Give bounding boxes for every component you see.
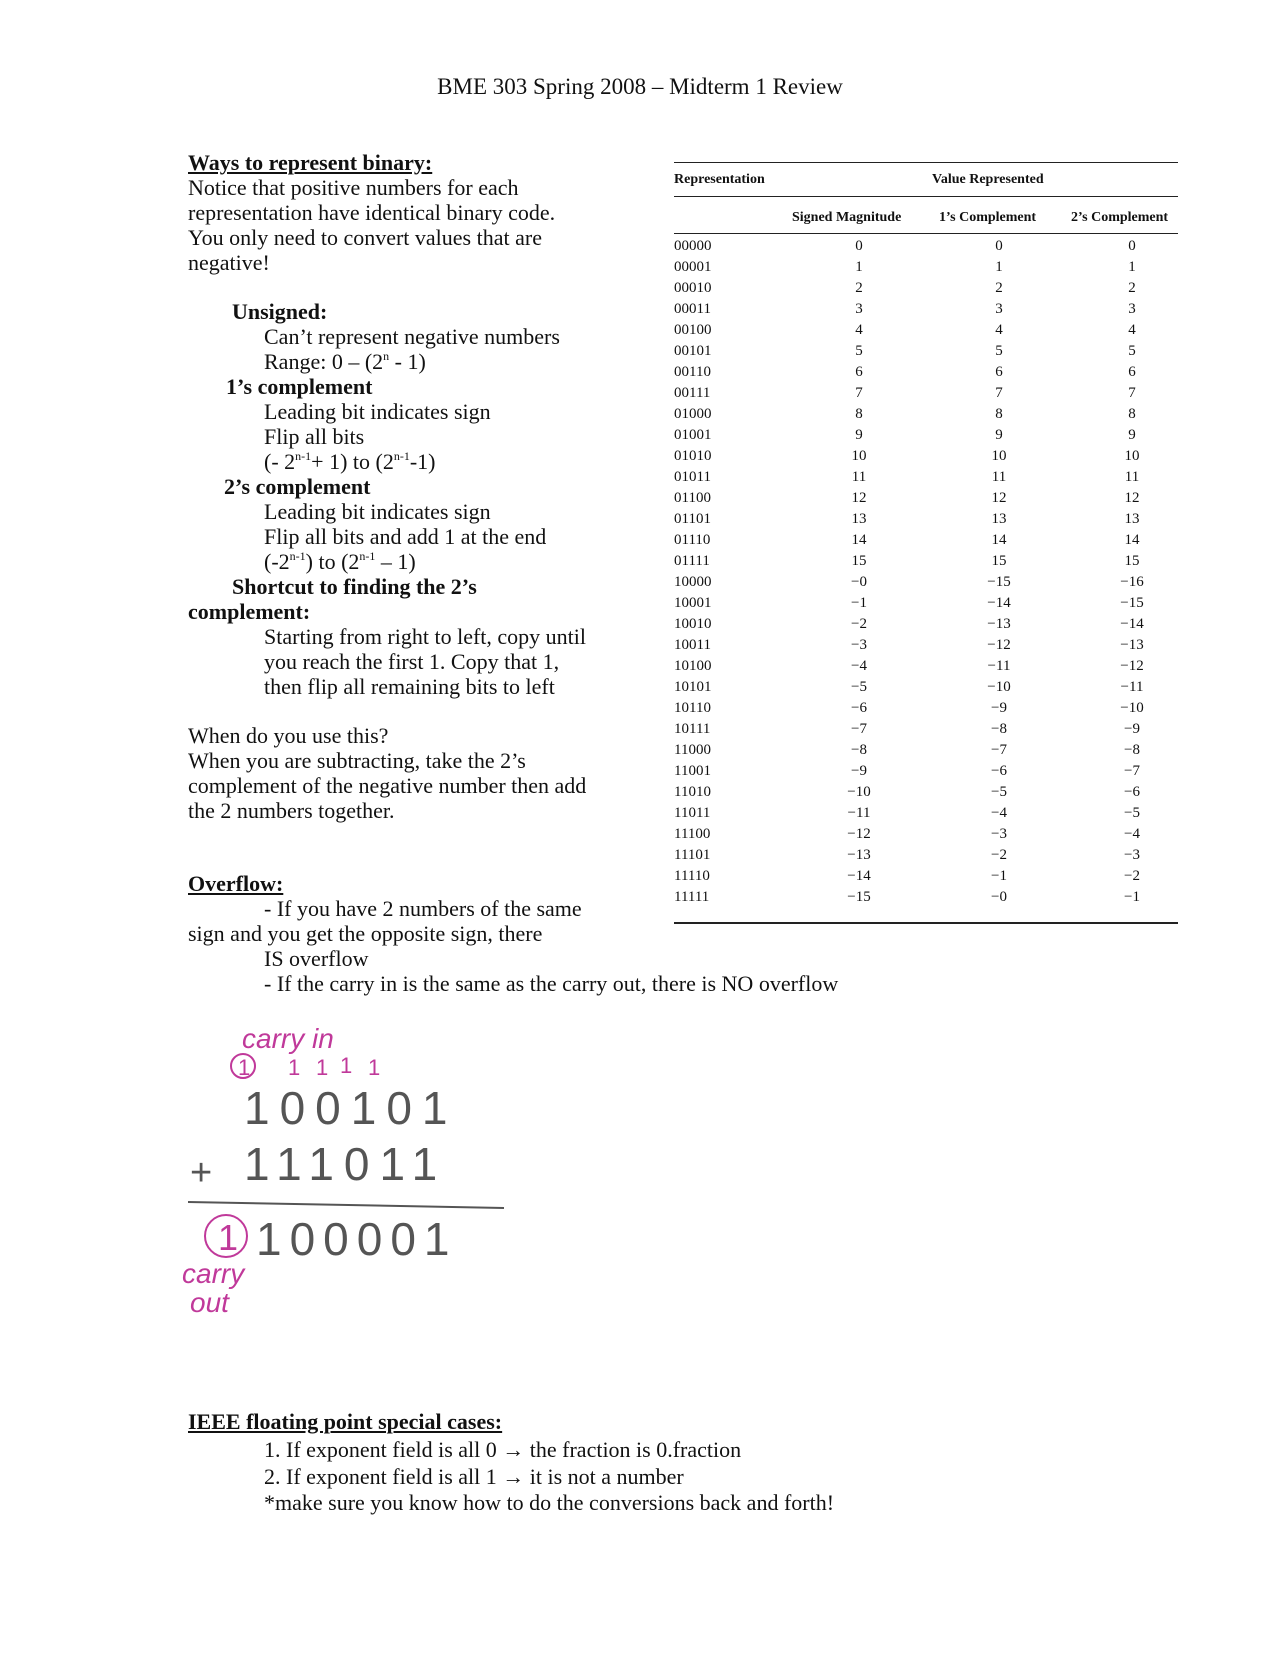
overflow-line: - If the carry in is the same as the carry out, there is NO overflow — [264, 971, 839, 996]
cell-ones-complement: 12 — [991, 490, 1007, 506]
shortcut-heading: Shortcut to finding the 2’s — [232, 574, 477, 599]
cell-binary: 10100 — [674, 658, 712, 674]
sum-line — [188, 1202, 504, 1208]
overflow-heading: Overflow: — [188, 871, 284, 896]
cell-binary: 11001 — [674, 763, 711, 779]
cell-twos-complement: −9 — [1124, 721, 1140, 737]
cell-binary: 10110 — [674, 700, 711, 716]
cell-twos-complement: −10 — [1120, 700, 1144, 716]
shortcut-line: Starting from right to left, copy until — [264, 624, 587, 649]
when-line: When you are subtracting, take the 2’s — [188, 748, 526, 773]
cell-ones-complement: −7 — [991, 742, 1007, 758]
table-row — [674, 700, 1178, 721]
cell-binary: 11011 — [674, 805, 711, 821]
twos-range: (-2$^{n-1}$) to (2$^{n-1}$ – 1) — [264, 549, 416, 574]
table-row — [674, 868, 1178, 889]
table-row — [674, 238, 1178, 259]
carry-out-label: carry — [182, 1258, 245, 1289]
cell-twos-complement: 2 — [1128, 280, 1136, 296]
table-row — [674, 490, 1178, 511]
cell-twos-complement: −14 — [1120, 616, 1144, 632]
shortcut-line: then flip all remaining bits to left — [264, 674, 555, 699]
cell-twos-complement: −11 — [1120, 679, 1144, 695]
ieee-note: *make sure you know how to do the conversions back and forth! — [264, 1490, 835, 1515]
header-value-represented: Value Represented — [932, 172, 1044, 187]
cell-ones-complement: 1 — [995, 259, 1003, 275]
twos-complement-heading: 2’s complement — [224, 474, 371, 499]
cell-twos-complement: 13 — [1124, 511, 1140, 527]
cell-signed-magnitude: 6 — [855, 364, 863, 380]
cell-twos-complement: −12 — [1120, 658, 1144, 674]
table-row — [674, 637, 1178, 658]
cell-signed-magnitude: 1 — [855, 259, 863, 275]
ways-line: representation have identical binary code. — [188, 200, 556, 225]
cell-signed-magnitude: −8 — [851, 742, 867, 758]
operand-1: 100101 — [244, 1082, 458, 1134]
cell-ones-complement: −10 — [987, 679, 1011, 695]
cell-binary: 01111 — [674, 553, 710, 569]
handwritten-addition — [180, 1018, 520, 1318]
table-row — [674, 280, 1178, 301]
col-ones-complement: 1’s Complement — [939, 210, 1037, 225]
cell-binary: 01010 — [674, 448, 712, 464]
cell-twos-complement: −2 — [1124, 868, 1140, 884]
table-row — [674, 427, 1178, 448]
when-question: When do you use this? — [188, 723, 389, 748]
cell-binary: 00001 — [674, 259, 712, 275]
cell-signed-magnitude: −6 — [851, 700, 867, 716]
cell-signed-magnitude: −10 — [847, 784, 871, 800]
table-row — [674, 742, 1178, 763]
cell-twos-complement: 4 — [1128, 322, 1136, 338]
cell-ones-complement: −5 — [991, 784, 1007, 800]
cell-twos-complement: 11 — [1124, 469, 1140, 485]
cell-binary: 11101 — [674, 847, 711, 863]
table-row — [674, 469, 1178, 490]
cell-signed-magnitude: 9 — [855, 427, 863, 443]
cell-binary: 10101 — [674, 679, 712, 695]
cell-twos-complement: 12 — [1124, 490, 1140, 506]
cell-twos-complement: 15 — [1124, 553, 1140, 569]
cell-binary: 01110 — [674, 532, 711, 548]
ones-complement-heading: 1’s complement — [226, 374, 373, 399]
page-title: BME 303 Spring 2008 – Midterm 1 Review — [437, 74, 843, 99]
cell-ones-complement: −6 — [991, 763, 1007, 779]
cell-signed-magnitude: 10 — [851, 448, 867, 464]
cell-binary: 00010 — [674, 280, 712, 296]
cell-ones-complement: 4 — [995, 322, 1003, 338]
cell-binary: 10011 — [674, 637, 711, 653]
cell-twos-complement: 6 — [1128, 364, 1136, 380]
col-twos-complement: 2’s Complement — [1071, 210, 1169, 225]
cell-ones-complement: −2 — [991, 847, 1007, 863]
cell-signed-magnitude: −4 — [851, 658, 867, 674]
cell-ones-complement: 13 — [991, 511, 1007, 527]
carry-out-digit: 1 — [218, 1217, 239, 1258]
cell-twos-complement: 10 — [1124, 448, 1140, 464]
shortcut-heading-cont: complement: — [188, 599, 311, 624]
ways-line: You only need to convert values that are — [188, 225, 542, 250]
table-row — [674, 847, 1178, 868]
ways-heading: Ways to represent binary: — [188, 150, 433, 175]
unsigned-range: Range: 0 – (2$^n$ - 1) — [264, 349, 426, 374]
carry-digit: 1 — [316, 1055, 329, 1080]
table-row — [674, 553, 1178, 574]
carry-in-label: carry in — [242, 1023, 334, 1054]
cell-ones-complement: −14 — [987, 595, 1011, 611]
table-row — [674, 784, 1178, 805]
cell-ones-complement: 2 — [995, 280, 1003, 296]
cell-ones-complement: 3 — [995, 301, 1003, 317]
cell-ones-complement: −15 — [987, 574, 1011, 590]
table-row — [674, 763, 1178, 784]
cell-signed-magnitude: −5 — [851, 679, 867, 695]
cell-twos-complement: 9 — [1128, 427, 1136, 443]
header-representation: Representation — [674, 172, 765, 187]
shortcut-line: you reach the first 1. Copy that 1, — [264, 649, 560, 674]
cell-binary: 01100 — [674, 490, 711, 506]
table-rule — [674, 922, 1178, 924]
cell-signed-magnitude: 5 — [855, 343, 863, 359]
cell-signed-magnitude: 14 — [851, 532, 867, 548]
ones-line: Flip all bits — [264, 424, 365, 449]
table-row — [674, 889, 1178, 910]
cell-binary: 00011 — [674, 301, 711, 317]
cell-binary: 11100 — [674, 826, 711, 842]
table-row — [674, 322, 1178, 343]
cell-binary: 00100 — [674, 322, 712, 338]
cell-binary: 11111 — [674, 889, 710, 905]
cell-twos-complement: 7 — [1128, 385, 1136, 401]
cell-signed-magnitude: 12 — [851, 490, 867, 506]
cell-signed-magnitude: −0 — [851, 574, 867, 590]
overflow-line: sign and you get the opposite sign, there — [188, 921, 543, 946]
cell-binary: 01101 — [674, 511, 711, 527]
cell-signed-magnitude: −11 — [847, 805, 871, 821]
table-row — [674, 364, 1178, 385]
table-row — [674, 616, 1178, 637]
table-row — [674, 721, 1178, 742]
table-row — [674, 679, 1178, 700]
ones-line: Leading bit indicates sign — [264, 399, 491, 424]
cell-binary: 01000 — [674, 406, 712, 422]
cell-ones-complement: 5 — [995, 343, 1003, 359]
cell-ones-complement: −0 — [991, 889, 1007, 905]
cell-signed-magnitude: 2 — [855, 280, 863, 296]
result: 100001 — [256, 1213, 458, 1265]
cell-twos-complement: −5 — [1124, 805, 1140, 821]
table-row — [674, 301, 1178, 322]
when-line: the 2 numbers together. — [188, 798, 395, 823]
table-row — [674, 805, 1178, 826]
cell-ones-complement: −4 — [991, 805, 1007, 821]
cell-signed-magnitude: 0 — [855, 238, 863, 254]
table-row — [674, 343, 1178, 364]
cell-signed-magnitude: 11 — [851, 469, 867, 485]
cell-ones-complement: 6 — [995, 364, 1003, 380]
cell-ones-complement: −3 — [991, 826, 1007, 842]
cell-twos-complement: 0 — [1128, 238, 1136, 254]
cell-signed-magnitude: −2 — [851, 616, 867, 632]
cell-ones-complement: 7 — [995, 385, 1003, 401]
table-row — [674, 448, 1178, 469]
cell-twos-complement: 5 — [1128, 343, 1136, 359]
cell-ones-complement: 10 — [991, 448, 1007, 464]
ieee-line: 2. If exponent field is all 1 → it is not a number — [264, 1464, 684, 1489]
table-row — [674, 511, 1178, 532]
ieee-line: 1. If exponent field is all 0 → the fraction is 0.fraction — [264, 1437, 742, 1462]
cell-twos-complement: −4 — [1124, 826, 1140, 842]
cell-binary: 10001 — [674, 595, 712, 611]
table-rule — [674, 196, 1178, 197]
cell-binary: 10111 — [674, 721, 711, 737]
carry-digit: 1 — [238, 1055, 251, 1080]
ways-line: Notice that positive numbers for each — [188, 175, 519, 200]
plus-sign: + — [190, 1152, 213, 1194]
table-rule — [674, 162, 1178, 163]
col-signed-magnitude: Signed Magnitude — [792, 210, 902, 225]
cell-twos-complement: −13 — [1120, 637, 1144, 653]
carry-out-label: out — [190, 1287, 229, 1318]
table-rule — [674, 233, 1178, 234]
table-row — [674, 658, 1178, 679]
table-row — [674, 406, 1178, 427]
cell-ones-complement: 9 — [995, 427, 1003, 443]
cell-binary: 10010 — [674, 616, 712, 632]
cell-twos-complement: −6 — [1124, 784, 1140, 800]
cell-binary: 00000 — [674, 238, 712, 254]
cell-signed-magnitude: 3 — [855, 301, 863, 317]
cell-signed-magnitude: 4 — [855, 322, 863, 338]
twos-line: Flip all bits and add 1 at the end — [264, 524, 547, 549]
when-line: complement of the negative number then add — [188, 773, 587, 798]
cell-signed-magnitude: 7 — [855, 385, 863, 401]
cell-binary: 01011 — [674, 469, 711, 485]
table-row — [674, 826, 1178, 847]
overflow-line: - If you have 2 numbers of the same — [264, 896, 582, 921]
cell-binary: 00110 — [674, 364, 711, 380]
cell-signed-magnitude: 13 — [851, 511, 867, 527]
cell-signed-magnitude: 15 — [851, 553, 867, 569]
cell-ones-complement: 11 — [991, 469, 1007, 485]
cell-signed-magnitude: 8 — [855, 406, 863, 422]
cell-signed-magnitude: −12 — [847, 826, 871, 842]
cell-signed-magnitude: −9 — [851, 763, 867, 779]
cell-binary: 00111 — [674, 385, 711, 401]
cell-twos-complement: −7 — [1124, 763, 1140, 779]
cell-signed-magnitude: −7 — [851, 721, 867, 737]
cell-twos-complement: 14 — [1124, 532, 1140, 548]
cell-ones-complement: −11 — [987, 658, 1011, 674]
cell-binary: 01001 — [674, 427, 712, 443]
cell-twos-complement: −15 — [1120, 595, 1144, 611]
cell-twos-complement: 8 — [1128, 406, 1136, 422]
carry-digit: 1 — [368, 1055, 381, 1080]
cell-signed-magnitude: −3 — [851, 637, 867, 653]
operand-2: 111011 — [244, 1138, 448, 1190]
cell-twos-complement: −8 — [1124, 742, 1140, 758]
table-row — [674, 385, 1178, 406]
cell-binary: 11000 — [674, 742, 711, 758]
unsigned-line: Can’t represent negative numbers — [264, 324, 560, 349]
cell-twos-complement: −3 — [1124, 847, 1140, 863]
cell-twos-complement: 3 — [1128, 301, 1136, 317]
cell-signed-magnitude: −13 — [847, 847, 871, 863]
cell-signed-magnitude: −14 — [847, 868, 871, 884]
cell-binary: 00101 — [674, 343, 712, 359]
ways-line: negative! — [188, 250, 270, 275]
cell-signed-magnitude: −1 — [851, 595, 867, 611]
unsigned-heading: Unsigned: — [232, 299, 328, 324]
cell-signed-magnitude: −15 — [847, 889, 871, 905]
table-row — [674, 259, 1178, 280]
cell-ones-complement: −12 — [987, 637, 1011, 653]
cell-binary: 11010 — [674, 784, 711, 800]
table-row — [674, 574, 1178, 595]
cell-ones-complement: −13 — [987, 616, 1011, 632]
cell-ones-complement: 8 — [995, 406, 1003, 422]
cell-twos-complement: −1 — [1124, 889, 1140, 905]
cell-binary: 11110 — [674, 868, 710, 884]
twos-line: Leading bit indicates sign — [264, 499, 491, 524]
cell-ones-complement: −8 — [991, 721, 1007, 737]
cell-ones-complement: −1 — [991, 868, 1007, 884]
carry-digit: 1 — [288, 1055, 301, 1080]
cell-binary: 10000 — [674, 574, 712, 590]
cell-ones-complement: 0 — [995, 238, 1003, 254]
table-row — [674, 532, 1178, 553]
cell-twos-complement: −16 — [1120, 574, 1144, 590]
cell-ones-complement: 14 — [991, 532, 1007, 548]
ieee-heading: IEEE floating point special cases: — [188, 1409, 503, 1434]
cell-ones-complement: −9 — [991, 700, 1007, 716]
cell-twos-complement: 1 — [1128, 259, 1136, 275]
ones-range: (- $2^{n-1}+ 1$) to (2$^{n-1}$-1) — [264, 449, 436, 474]
cell-ones-complement: 15 — [991, 553, 1007, 569]
overflow-line: IS overflow — [264, 946, 369, 971]
carry-digit: 1 — [340, 1053, 353, 1078]
table-row — [674, 595, 1178, 616]
